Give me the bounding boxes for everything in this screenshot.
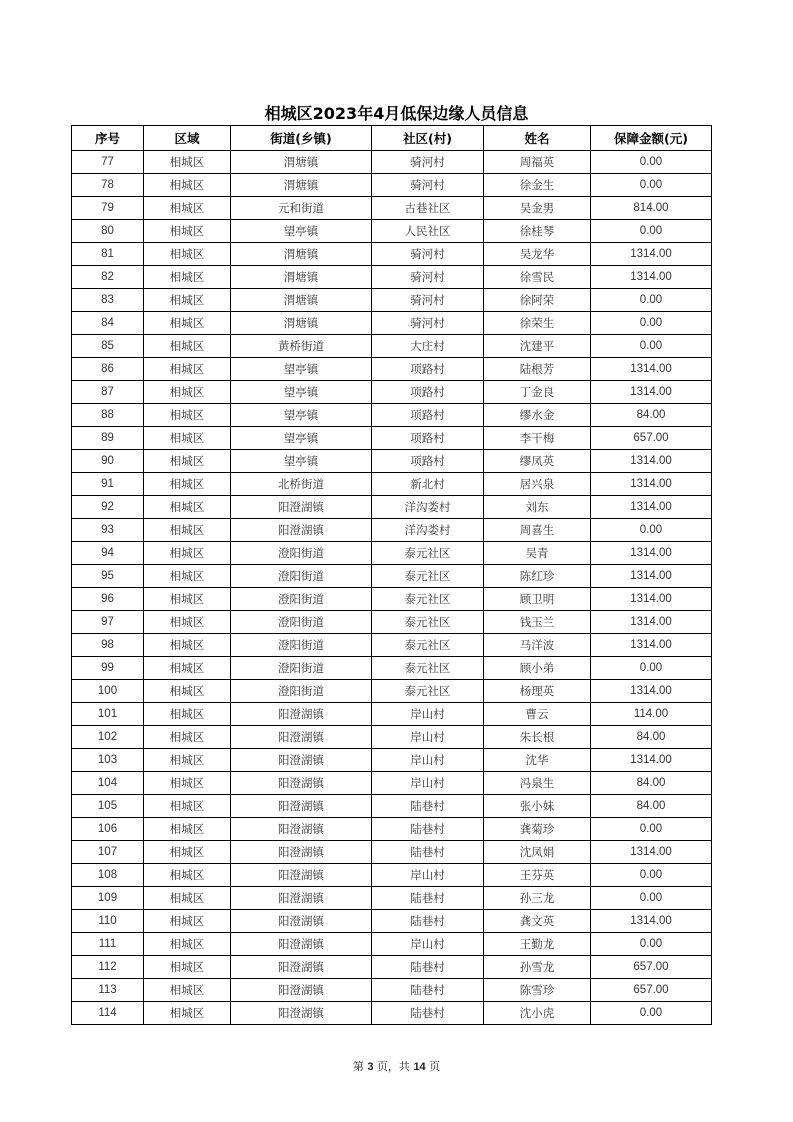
cell-street: 阳澄湖镇: [231, 864, 372, 887]
table-row: [72, 496, 712, 519]
cell-district: 相城区: [144, 611, 231, 634]
cell-name: 徐雪民: [484, 266, 591, 289]
cell-community: 骑河村: [372, 312, 484, 335]
cell-name: 龚文英: [484, 910, 591, 933]
cell-district: 相城区: [144, 197, 231, 220]
cell-name: 居兴泉: [484, 473, 591, 496]
cell-street: 阳澄湖镇: [231, 841, 372, 864]
cell-district: 相城区: [144, 312, 231, 335]
cell-community: 陆巷村: [372, 818, 484, 841]
cell-community: 项路村: [372, 427, 484, 450]
cell-name: 缪水金: [484, 404, 591, 427]
cell-community: 陆巷村: [372, 910, 484, 933]
cell-index: 107: [72, 841, 144, 864]
cell-street: 望亭镇: [231, 427, 372, 450]
cell-district: 相城区: [144, 496, 231, 519]
cell-amount: 1314.00: [591, 565, 712, 588]
cell-community: 陆巷村: [372, 1002, 484, 1025]
column-header-amount: 保障金额(元): [591, 126, 712, 151]
cell-community: 岸山村: [372, 864, 484, 887]
cell-amount: 0.00: [591, 335, 712, 358]
cell-district: 相城区: [144, 358, 231, 381]
cell-index: 114: [72, 1002, 144, 1025]
cell-index: 81: [72, 243, 144, 266]
cell-name: 孙三龙: [484, 887, 591, 910]
table-row: [72, 358, 712, 381]
cell-community: 洋沟娄村: [372, 519, 484, 542]
cell-district: 相城区: [144, 542, 231, 565]
column-header-name: 姓名: [484, 126, 591, 151]
cell-street: 阳澄湖镇: [231, 887, 372, 910]
table-row: [72, 289, 712, 312]
cell-street: 黄桥街道: [231, 335, 372, 358]
cell-name: 吴青: [484, 542, 591, 565]
cell-name: 曹云: [484, 703, 591, 726]
table-row: [72, 381, 712, 404]
table-row: [72, 542, 712, 565]
cell-amount: 0.00: [591, 657, 712, 680]
cell-name: 徐荣生: [484, 312, 591, 335]
cell-district: 相城区: [144, 450, 231, 473]
cell-amount: 84.00: [591, 726, 712, 749]
cell-district: 相城区: [144, 887, 231, 910]
cell-name: 沈建平: [484, 335, 591, 358]
cell-name: 马洋波: [484, 634, 591, 657]
cell-name: 沈小虎: [484, 1002, 591, 1025]
cell-street: 望亭镇: [231, 358, 372, 381]
cell-name: 吴金男: [484, 197, 591, 220]
cell-index: 85: [72, 335, 144, 358]
cell-street: 阳澄湖镇: [231, 818, 372, 841]
cell-street: 阳澄湖镇: [231, 979, 372, 1002]
cell-index: 92: [72, 496, 144, 519]
cell-amount: 0.00: [591, 887, 712, 910]
cell-street: 望亭镇: [231, 220, 372, 243]
cell-amount: 1314.00: [591, 473, 712, 496]
cell-amount: 0.00: [591, 864, 712, 887]
cell-street: 渭塘镇: [231, 289, 372, 312]
table-row: [72, 335, 712, 358]
table-row: [72, 657, 712, 680]
cell-district: 相城区: [144, 220, 231, 243]
table-row: [72, 634, 712, 657]
cell-street: 澄阳街道: [231, 657, 372, 680]
table-row: [72, 427, 712, 450]
table-row: [72, 956, 712, 979]
footer-page-number: 3: [367, 1061, 374, 1073]
cell-amount: 0.00: [591, 289, 712, 312]
cell-street: 渭塘镇: [231, 266, 372, 289]
cell-district: 相城区: [144, 864, 231, 887]
cell-district: 相城区: [144, 910, 231, 933]
cell-street: 渭塘镇: [231, 151, 372, 174]
table-row: [72, 841, 712, 864]
cell-district: 相城区: [144, 266, 231, 289]
cell-community: 骑河村: [372, 151, 484, 174]
cell-district: 相城区: [144, 726, 231, 749]
cell-street: 阳澄湖镇: [231, 795, 372, 818]
cell-community: 岸山村: [372, 772, 484, 795]
cell-amount: 1314.00: [591, 588, 712, 611]
cell-community: 泰元社区: [372, 657, 484, 680]
cell-street: 阳澄湖镇: [231, 703, 372, 726]
cell-community: 陆巷村: [372, 887, 484, 910]
cell-index: 78: [72, 174, 144, 197]
cell-district: 相城区: [144, 381, 231, 404]
cell-amount: 0.00: [591, 151, 712, 174]
footer-prefix: 第: [352, 1060, 364, 1073]
cell-street: 北桥街道: [231, 473, 372, 496]
cell-name: 刘东: [484, 496, 591, 519]
cell-name: 周福英: [484, 151, 591, 174]
document-title: 相城区2023年4月低保边缘人员信息: [264, 104, 529, 123]
cell-community: 骑河村: [372, 174, 484, 197]
table-row: [72, 174, 712, 197]
cell-index: 101: [72, 703, 144, 726]
table-row: [72, 772, 712, 795]
cell-community: 泰元社区: [372, 634, 484, 657]
cell-street: 阳澄湖镇: [231, 956, 372, 979]
cell-index: 91: [72, 473, 144, 496]
table-row: [72, 473, 712, 496]
column-header-community: 社区(村): [372, 126, 484, 151]
table-row: [72, 680, 712, 703]
cell-name: 冯泉生: [484, 772, 591, 795]
cell-name: 陆根芳: [484, 358, 591, 381]
cell-name: 徐桂琴: [484, 220, 591, 243]
cell-index: 87: [72, 381, 144, 404]
cell-index: 93: [72, 519, 144, 542]
cell-community: 洋沟娄村: [372, 496, 484, 519]
cell-community: 骑河村: [372, 266, 484, 289]
cell-index: 94: [72, 542, 144, 565]
cell-district: 相城区: [144, 634, 231, 657]
cell-amount: 1314.00: [591, 243, 712, 266]
table-row: [72, 979, 712, 1002]
table-row: [72, 887, 712, 910]
cell-name: 钱玉兰: [484, 611, 591, 634]
cell-street: 澄阳街道: [231, 680, 372, 703]
cell-amount: 1314.00: [591, 450, 712, 473]
cell-name: 王勤龙: [484, 933, 591, 956]
cell-index: 88: [72, 404, 144, 427]
cell-index: 86: [72, 358, 144, 381]
cell-name: 周喜生: [484, 519, 591, 542]
cell-community: 陆巷村: [372, 956, 484, 979]
cell-index: 109: [72, 887, 144, 910]
table-row: [72, 151, 712, 174]
table-row: [72, 243, 712, 266]
cell-street: 澄阳街道: [231, 588, 372, 611]
cell-amount: 1314.00: [591, 611, 712, 634]
cell-name: 杨理英: [484, 680, 591, 703]
cell-amount: 1314.00: [591, 542, 712, 565]
cell-district: 相城区: [144, 818, 231, 841]
table-row: [72, 197, 712, 220]
cell-community: 项路村: [372, 381, 484, 404]
cell-street: 望亭镇: [231, 450, 372, 473]
table-row: [72, 910, 712, 933]
cell-name: 徐阿荣: [484, 289, 591, 312]
cell-district: 相城区: [144, 588, 231, 611]
cell-name: 缪凤英: [484, 450, 591, 473]
cell-street: 望亭镇: [231, 404, 372, 427]
page-footer: [0, 1058, 793, 1074]
cell-amount: 84.00: [591, 772, 712, 795]
cell-name: 王芬英: [484, 864, 591, 887]
cell-name: 沈华: [484, 749, 591, 772]
cell-amount: 1314.00: [591, 266, 712, 289]
cell-community: 古巷社区: [372, 197, 484, 220]
column-header-street: 街道(乡镇): [231, 126, 372, 151]
cell-amount: 0.00: [591, 312, 712, 335]
cell-street: 渭塘镇: [231, 243, 372, 266]
cell-district: 相城区: [144, 795, 231, 818]
cell-community: 岸山村: [372, 703, 484, 726]
cell-amount: 657.00: [591, 979, 712, 1002]
cell-street: 澄阳街道: [231, 565, 372, 588]
cell-index: 90: [72, 450, 144, 473]
table-row: [72, 565, 712, 588]
cell-community: 大庄村: [372, 335, 484, 358]
cell-street: 澄阳街道: [231, 542, 372, 565]
cell-amount: 0.00: [591, 818, 712, 841]
cell-street: 阳澄湖镇: [231, 1002, 372, 1025]
cell-index: 113: [72, 979, 144, 1002]
cell-index: 100: [72, 680, 144, 703]
cell-district: 相城区: [144, 243, 231, 266]
cell-district: 相城区: [144, 749, 231, 772]
cell-district: 相城区: [144, 174, 231, 197]
cell-name: 顾卫明: [484, 588, 591, 611]
cell-community: 岸山村: [372, 749, 484, 772]
column-header-index: 序号: [72, 126, 144, 151]
cell-name: 顾小弟: [484, 657, 591, 680]
cell-street: 阳澄湖镇: [231, 726, 372, 749]
cell-community: 骑河村: [372, 243, 484, 266]
table-row: [72, 266, 712, 289]
cell-name: 徐金生: [484, 174, 591, 197]
cell-community: 岸山村: [372, 933, 484, 956]
cell-index: 97: [72, 611, 144, 634]
table-row: [72, 749, 712, 772]
cell-street: 澄阳街道: [231, 634, 372, 657]
cell-amount: 814.00: [591, 197, 712, 220]
header-row: [72, 126, 712, 151]
cell-index: 95: [72, 565, 144, 588]
cell-community: 项路村: [372, 358, 484, 381]
cell-index: 84: [72, 312, 144, 335]
cell-district: 相城区: [144, 841, 231, 864]
table-row: [72, 795, 712, 818]
cell-street: 阳澄湖镇: [231, 749, 372, 772]
cell-index: 105: [72, 795, 144, 818]
cell-index: 104: [72, 772, 144, 795]
cell-community: 泰元社区: [372, 542, 484, 565]
cell-district: 相城区: [144, 956, 231, 979]
cell-community: 项路村: [372, 404, 484, 427]
cell-amount: 1314.00: [591, 358, 712, 381]
cell-name: 丁金良: [484, 381, 591, 404]
cell-community: 陆巷村: [372, 795, 484, 818]
cell-district: 相城区: [144, 680, 231, 703]
table-row: [72, 450, 712, 473]
table-row: [72, 818, 712, 841]
cell-index: 102: [72, 726, 144, 749]
cell-index: 80: [72, 220, 144, 243]
footer-suffix: 页: [429, 1060, 441, 1073]
cell-street: 阳澄湖镇: [231, 772, 372, 795]
table-body: [72, 151, 712, 1025]
data-table: [71, 125, 712, 1025]
cell-index: 79: [72, 197, 144, 220]
cell-amount: 0.00: [591, 220, 712, 243]
cell-street: 渭塘镇: [231, 312, 372, 335]
cell-amount: 114.00: [591, 703, 712, 726]
cell-district: 相城区: [144, 772, 231, 795]
cell-index: 110: [72, 910, 144, 933]
cell-community: 岸山村: [372, 726, 484, 749]
cell-district: 相城区: [144, 151, 231, 174]
cell-district: 相城区: [144, 404, 231, 427]
table-row: [72, 588, 712, 611]
cell-amount: 1314.00: [591, 910, 712, 933]
cell-index: 108: [72, 864, 144, 887]
cell-index: 99: [72, 657, 144, 680]
cell-community: 陆巷村: [372, 841, 484, 864]
cell-district: 相城区: [144, 473, 231, 496]
cell-index: 112: [72, 956, 144, 979]
cell-amount: 1314.00: [591, 381, 712, 404]
table-row: [72, 1002, 712, 1025]
cell-street: 阳澄湖镇: [231, 496, 372, 519]
cell-index: 103: [72, 749, 144, 772]
cell-street: 澄阳街道: [231, 611, 372, 634]
cell-community: 人民社区: [372, 220, 484, 243]
cell-community: 项路村: [372, 450, 484, 473]
cell-name: 龚菊珍: [484, 818, 591, 841]
cell-community: 泰元社区: [372, 565, 484, 588]
cell-district: 相城区: [144, 565, 231, 588]
cell-district: 相城区: [144, 519, 231, 542]
cell-name: 陈雪珍: [484, 979, 591, 1002]
cell-index: 96: [72, 588, 144, 611]
table-row: [72, 933, 712, 956]
cell-district: 相城区: [144, 703, 231, 726]
cell-district: 相城区: [144, 289, 231, 312]
cell-index: 83: [72, 289, 144, 312]
table-row: [72, 864, 712, 887]
table-row: [72, 312, 712, 335]
cell-index: 111: [72, 933, 144, 956]
cell-community: 骑河村: [372, 289, 484, 312]
cell-amount: 84.00: [591, 795, 712, 818]
cell-amount: 0.00: [591, 1002, 712, 1025]
cell-index: 82: [72, 266, 144, 289]
cell-street: 望亭镇: [231, 381, 372, 404]
cell-name: 孙雪龙: [484, 956, 591, 979]
cell-amount: 84.00: [591, 404, 712, 427]
cell-street: 阳澄湖镇: [231, 519, 372, 542]
cell-amount: 1314.00: [591, 749, 712, 772]
cell-community: 泰元社区: [372, 611, 484, 634]
cell-community: 泰元社区: [372, 680, 484, 703]
cell-street: 渭塘镇: [231, 174, 372, 197]
table-row: [72, 220, 712, 243]
column-header-district: 区域: [144, 126, 231, 151]
cell-amount: 1314.00: [591, 634, 712, 657]
cell-amount: 1314.00: [591, 680, 712, 703]
cell-amount: 657.00: [591, 956, 712, 979]
cell-name: 沈凤娟: [484, 841, 591, 864]
cell-street: 阳澄湖镇: [231, 933, 372, 956]
table-row: [72, 726, 712, 749]
cell-index: 89: [72, 427, 144, 450]
table-row: [72, 611, 712, 634]
cell-district: 相城区: [144, 427, 231, 450]
cell-street: 阳澄湖镇: [231, 910, 372, 933]
cell-index: 77: [72, 151, 144, 174]
cell-name: 朱长根: [484, 726, 591, 749]
cell-name: 陈红珍: [484, 565, 591, 588]
cell-street: 元和街道: [231, 197, 372, 220]
cell-district: 相城区: [144, 335, 231, 358]
footer-total-pages: 14: [413, 1061, 426, 1073]
table-row: [72, 404, 712, 427]
cell-district: 相城区: [144, 979, 231, 1002]
cell-amount: 0.00: [591, 174, 712, 197]
footer-middle: 页，共: [376, 1060, 410, 1073]
cell-amount: 657.00: [591, 427, 712, 450]
cell-community: 新北村: [372, 473, 484, 496]
cell-amount: 1314.00: [591, 496, 712, 519]
table-row: [72, 519, 712, 542]
cell-index: 98: [72, 634, 144, 657]
cell-district: 相城区: [144, 657, 231, 680]
cell-amount: 0.00: [591, 519, 712, 542]
table-row: [72, 703, 712, 726]
cell-name: 李干梅: [484, 427, 591, 450]
cell-district: 相城区: [144, 1002, 231, 1025]
cell-name: 张小妹: [484, 795, 591, 818]
cell-community: 泰元社区: [372, 588, 484, 611]
cell-amount: 1314.00: [591, 841, 712, 864]
cell-amount: 0.00: [591, 933, 712, 956]
cell-name: 吴龙华: [484, 243, 591, 266]
cell-district: 相城区: [144, 933, 231, 956]
cell-community: 陆巷村: [372, 979, 484, 1002]
cell-index: 106: [72, 818, 144, 841]
